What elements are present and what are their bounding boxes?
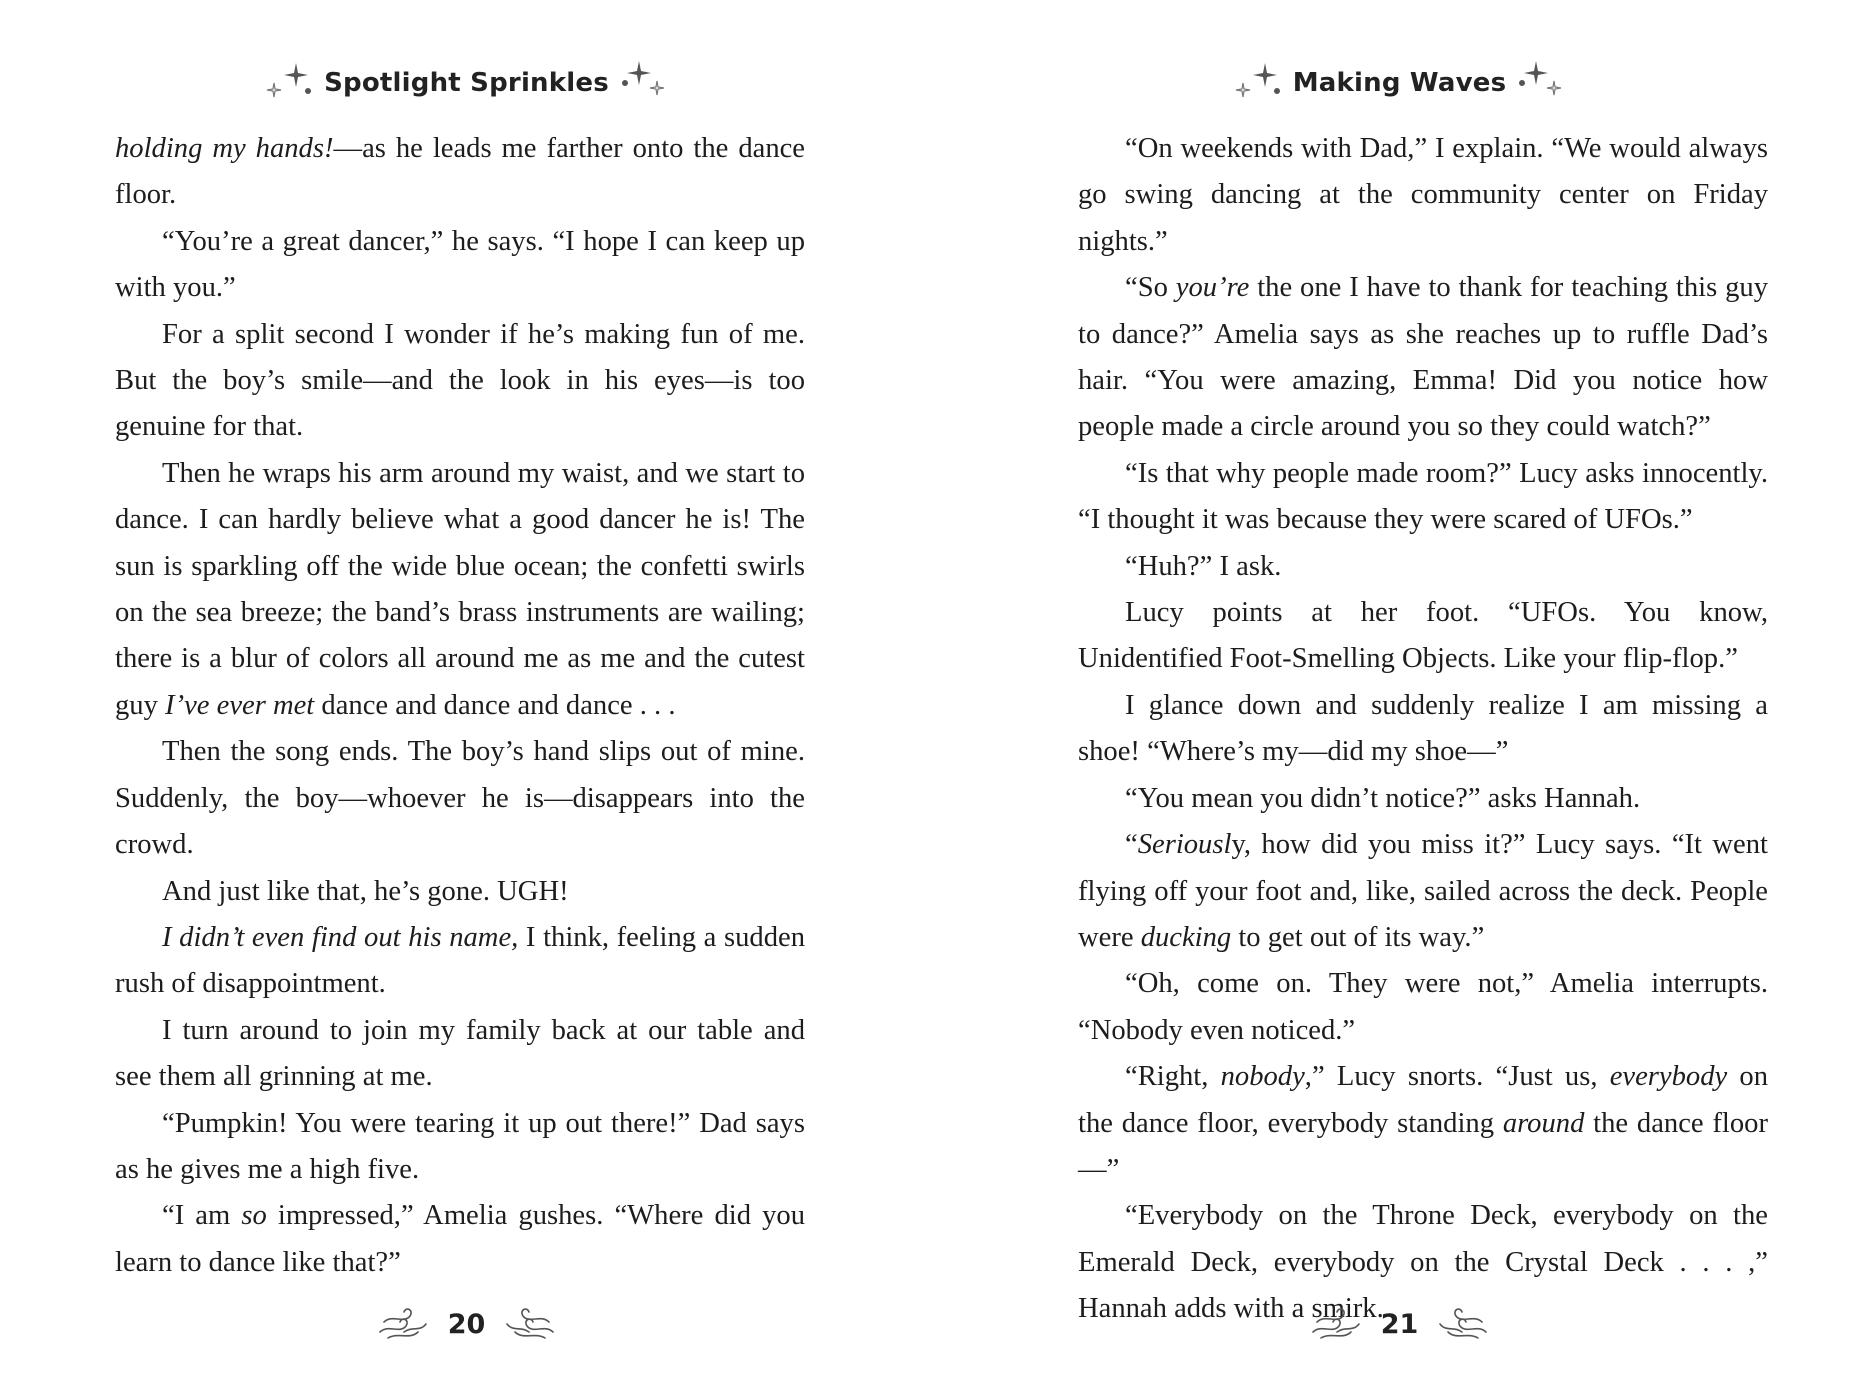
swirl-flourish-icon xyxy=(374,1302,430,1347)
text-run: “I am xyxy=(162,1200,242,1232)
paragraph xyxy=(115,126,805,219)
paragraph xyxy=(115,451,805,729)
text-run: on the dance floor, everybody standing xyxy=(1078,1061,1768,1139)
text-run: “You mean you didn’t notice?” asks Hannah. xyxy=(1125,782,1641,814)
text-run: ,” Lucy snorts. “Just us, xyxy=(1304,1061,1610,1093)
page-footer xyxy=(933,1296,1866,1352)
paragraph xyxy=(115,1008,805,1101)
paragraph xyxy=(115,915,805,1008)
text-run: “Huh?” I ask. xyxy=(1125,550,1282,582)
paragraph xyxy=(1078,822,1768,961)
paragraph xyxy=(1078,451,1768,544)
italic-text-run: around xyxy=(1502,1107,1585,1139)
text-run: For a split second I wonder if he’s making fun of me. But the boy’s smile—and the look in his eyes—is too genuine for that. xyxy=(115,318,805,443)
text-run: “You’re a great dancer,” he says. “I hope I can keep up with you.” xyxy=(115,225,805,304)
paragraph xyxy=(1078,265,1768,451)
text-run: I turn around to join my family back at our table and see them all grinning at me. xyxy=(115,1014,805,1093)
text-run: Then he wraps his arm around my waist, and we start to dance. I can hardly believe what a good dancer he is! The sun is sparkling off the wide blue ocean; the confetti swirls on the sea breeze; the band’s brass instruments are wailing; there is a blur of colors all around me as me and the cutest guy xyxy=(115,457,805,721)
text-run: —as he leads me farther onto the dance floor. xyxy=(115,133,805,211)
italic-text-run: ducking xyxy=(1140,921,1232,953)
text-run: to get out of its way.” xyxy=(1231,921,1485,953)
italic-text-run: everybody xyxy=(1609,1061,1728,1093)
page-footer xyxy=(0,1296,933,1352)
text-run: “On weekends with Dad,” I explain. “We would always go swing dancing at the community center on Friday nights.” xyxy=(1078,133,1768,257)
paragraph xyxy=(1078,683,1768,776)
paragraph xyxy=(1078,126,1768,265)
italic-text-run: you’re xyxy=(1175,272,1250,304)
page-number: 20 xyxy=(447,1308,486,1340)
text-run: “ xyxy=(1125,829,1138,861)
running-head-title: Making Waves xyxy=(1292,68,1507,98)
running-head-title: Spotlight Sprinkles xyxy=(324,68,609,98)
sparkle-icon xyxy=(1518,61,1564,106)
text-run: “So xyxy=(1125,272,1176,304)
sparkle-icon xyxy=(621,61,667,106)
paragraph xyxy=(1078,590,1768,683)
text-run: “Pumpkin! You were tearing it up out there!” Dad says as he gives me a high five. xyxy=(115,1107,805,1185)
sparkle-icon xyxy=(1235,61,1281,106)
swirl-flourish-icon xyxy=(503,1302,559,1347)
italic-text-run: so xyxy=(241,1200,267,1232)
text-run: Lucy points at her foot. “UFOs. You know, Unidentified Foot-Smelling Objects. Like your flip-flop.” xyxy=(1078,597,1768,675)
paragraph xyxy=(115,1193,805,1286)
text-run: impressed,” Amelia gushes. “Where did you learn to dance like that?” xyxy=(115,1200,805,1278)
swirl-flourish-icon xyxy=(1307,1302,1363,1347)
text-run: Then the song ends. The boy’s hand slips out of mine. Suddenly, the boy—whoever he is—disappears into the crowd. xyxy=(115,736,805,861)
text-run: “Right, xyxy=(1125,1061,1221,1093)
italic-text-run: I didn’t even find out his name, xyxy=(162,921,519,953)
running-head xyxy=(933,58,1866,108)
paragraph xyxy=(1078,776,1768,822)
italic-text-run: holding my hands! xyxy=(115,133,334,164)
paragraph xyxy=(115,729,805,868)
sparkle-icon xyxy=(266,61,312,106)
page-number: 21 xyxy=(1380,1308,1419,1340)
text-run: I glance down and suddenly realize I am missing a shoe! “Where’s my—did my shoe—” xyxy=(1078,689,1768,768)
text-run: y, how did you miss it?” Lucy says. “It went flying off your foot and, like, sailed across the deck. People were xyxy=(1078,829,1768,953)
paragraph xyxy=(115,869,805,915)
text-run: “Everybody on the Throne Deck, everybody on the Emerald Deck, everybody on the Crystal Deck . . . ,” Hannah adds with a smirk. xyxy=(1078,1200,1768,1325)
paragraph xyxy=(115,219,805,312)
running-head xyxy=(0,58,933,108)
page-body-text xyxy=(1078,126,1768,1333)
text-run: “Oh, come on. They were not,” Amelia interrupts. “Nobody even noticed.” xyxy=(1078,968,1768,1046)
paragraph xyxy=(1078,1054,1768,1193)
italic-text-run: nobody xyxy=(1220,1061,1305,1093)
italic-text-run: Seriousl xyxy=(1137,829,1232,861)
paragraph xyxy=(115,312,805,451)
paragraph xyxy=(1078,544,1768,590)
swirl-flourish-icon xyxy=(1436,1302,1492,1347)
text-run: the one I have to thank for teaching this guy to dance?” Amelia says as she reaches up to ruffle Dad’s hair. “You were amazing, Emma! Did you notice how people made a circle around you so they could watch?” xyxy=(1078,272,1768,443)
text-run: dance and dance and dance . . . xyxy=(314,689,676,721)
paragraph xyxy=(1078,961,1768,1054)
italic-text-run: I’ve ever met xyxy=(165,689,315,721)
text-run: “Is that why people made room?” Lucy asks innocently. “I thought it was because they were scared of UFOs.” xyxy=(1078,457,1768,536)
text-run: And just like that, he’s gone. UGH! xyxy=(162,875,569,907)
right-page xyxy=(933,0,1866,1400)
text-run: I think, feeling a sudden rush of disappointment. xyxy=(115,921,805,1000)
paragraph xyxy=(115,1101,805,1194)
page-body-text xyxy=(115,126,805,1286)
text-run: the dance floor—” xyxy=(1078,1107,1768,1185)
